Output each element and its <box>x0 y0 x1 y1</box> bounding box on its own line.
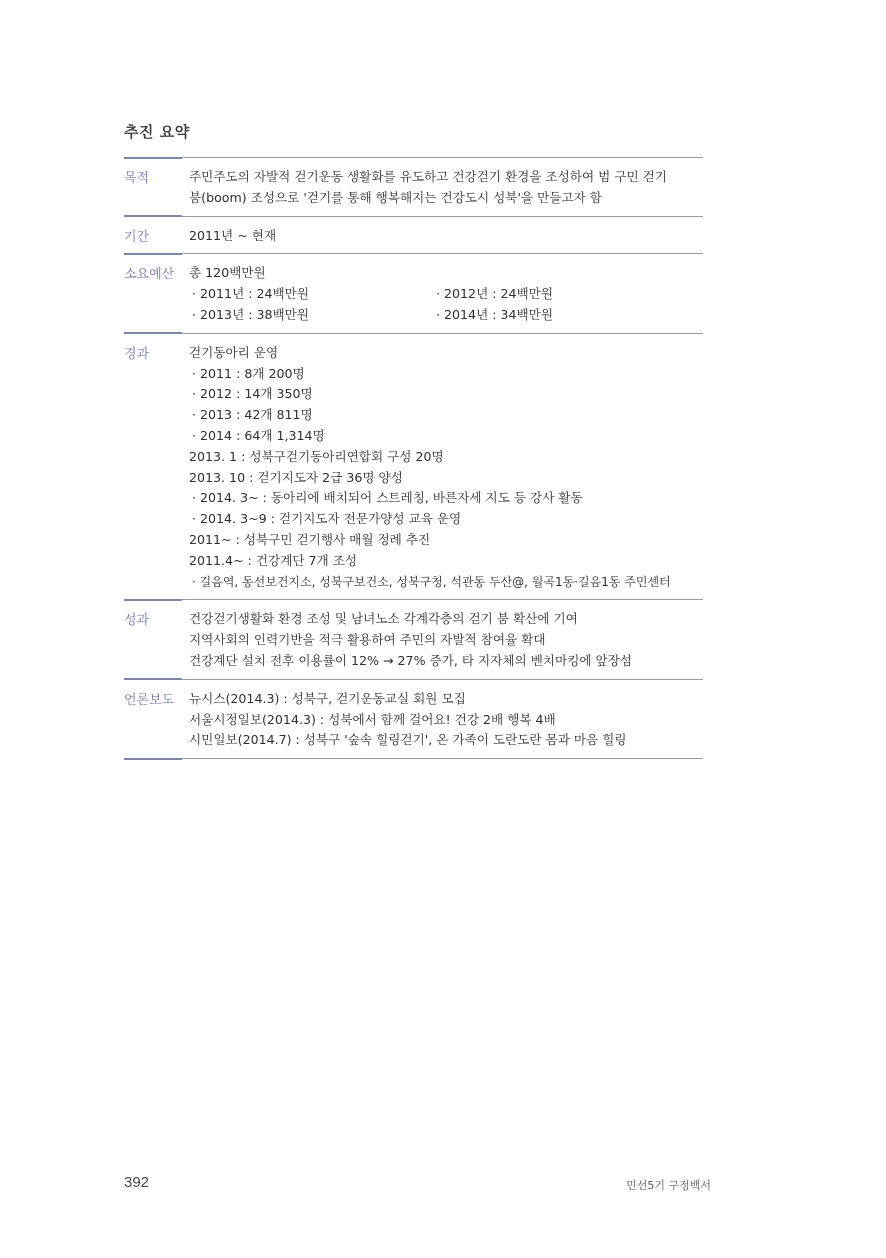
budget-item: · 2013년 : 38백만원 <box>189 305 433 326</box>
row-period <box>124 216 703 254</box>
text-line: 서울시정일보(2014.3) : 성북에서 함께 걸어요! 건강 2배 행복 4배 <box>189 711 556 727</box>
bullet-line: · 2014. 3~ : 동아리에 배치되어 스트레칭, 바른자세 지도 등 강사 활동 <box>189 488 703 509</box>
budget-item: · 2011년 : 24백만원 <box>189 284 433 305</box>
table-bottom-rule <box>124 758 703 759</box>
row-label-results: 성과 <box>124 613 150 629</box>
row-content-budget <box>189 263 703 325</box>
bullet-line: · 2014 : 64개 1,314명 <box>189 426 703 447</box>
bullet-line: · 2012 : 14개 350명 <box>189 384 703 405</box>
row-content-results <box>189 609 703 671</box>
summary-table <box>124 157 703 759</box>
page-number: 392 <box>124 1174 150 1191</box>
row-content-period <box>189 226 703 247</box>
section-title: 추진 요약 <box>124 123 190 141</box>
text-line: 시민일보(2014.7) : 성북구 '숲속 힐링걷기', 온 가족이 도란도란 몸과 마음 힐링 <box>189 732 627 748</box>
text-line: 2011.4~ : 건강계단 7개 조성 <box>189 552 358 568</box>
text-line: 걷기동아리 운영 <box>189 344 279 360</box>
bullet-line: · 길음역, 동선보건지소, 성북구보건소, 성북구청, 석관동 두산@, 월곡1동·길음1동 주민센터 <box>189 572 703 593</box>
row-label-progress: 경과 <box>124 346 150 362</box>
row-content-press <box>189 689 703 751</box>
budget-items <box>189 284 703 305</box>
text-line: 2013. 1 : 성북구걷기동아리연합회 구성 20명 <box>189 448 444 464</box>
text-line: 건강계단 설치 전후 이용률이 12% → 27% 증가, 타 지자체의 벤치마킹에 앞장섬 <box>189 652 633 668</box>
budget-item: · 2012년 : 24백만원 <box>433 284 677 305</box>
row-press <box>124 679 703 758</box>
budget-item: · 2014년 : 34백만원 <box>433 305 677 326</box>
bullet-line: · 2013 : 42개 811명 <box>189 405 703 426</box>
row-budget <box>124 253 703 332</box>
row-label-purpose: 목적 <box>124 171 150 186</box>
book-title: 민선5기 구정백서 <box>626 1179 711 1192</box>
text-line: 주민주도의 자발적 걷기운동 생활화를 유도하고 건강걷기 환경을 조성하여 범 구민 걷기 <box>189 169 667 184</box>
text-line: 지역사회의 인력기반을 적극 활용하여 주민의 자발적 참여율 확대 <box>189 632 546 648</box>
row-results <box>124 599 703 678</box>
row-purpose <box>124 157 703 216</box>
text-line: 붐(boom) 조성으로 '걷기를 통해 행복해지는 건강도시 성북'을 만들고자 함 <box>189 189 602 205</box>
row-label-period: 기간 <box>124 229 150 245</box>
text-line: 2011~ : 성북구민 걷기행사 매월 정례 추진 <box>189 531 431 547</box>
row-label-budget: 소요예산 <box>124 267 175 283</box>
text-line: 2013. 10 : 걷기지도자 2급 36명 양성 <box>189 469 403 485</box>
bullet-line: · 2014. 3~9 : 걷기지도자 전문가양성 교육 운영 <box>189 509 703 530</box>
text-line: 건강걷기생활화 환경 조성 및 남녀노소 각계각층의 걷기 붐 확산에 기여 <box>189 611 578 627</box>
row-label-press: 언론보도 <box>124 692 175 708</box>
row-content-purpose <box>189 167 703 209</box>
budget-items <box>189 305 703 326</box>
text-line: 뉴시스(2014.3) : 성북구, 걷기운동교실 회원 모집 <box>189 690 466 706</box>
row-content-progress <box>189 343 703 593</box>
row-progress <box>124 333 703 600</box>
text-line: 2011년 ~ 현재 <box>189 227 277 243</box>
bullet-line: · 2011 : 8개 200명 <box>189 364 703 385</box>
budget-total: 총 120백만원 <box>189 265 266 281</box>
